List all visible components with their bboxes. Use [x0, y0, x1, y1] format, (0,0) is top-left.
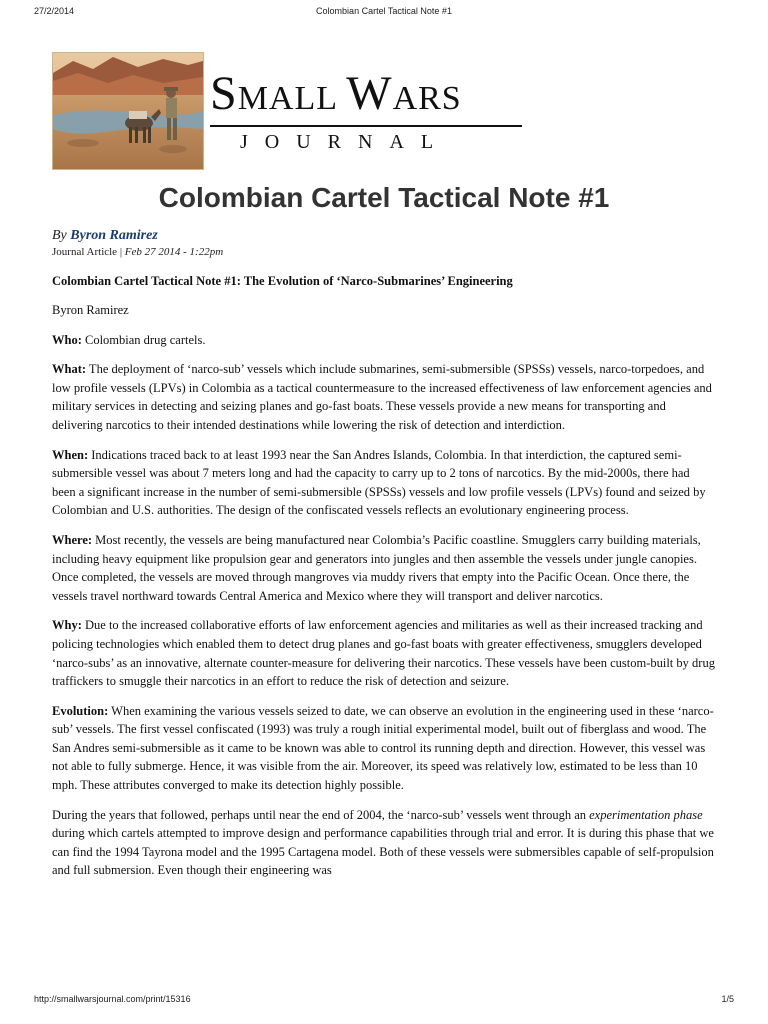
section-what: What: The deployment of ‘narco-sub’ vessels which include submarines, semi-submersible (SPSSs) vessels, narco-torpedoes, and low profile vessels (LPVs) in Colombia as a tactical countermeasure to the increased effectiveness of law enforcement agencies and military services in detecting and seizing planes and go-fast boats. These vessels provide a new means for transporting and delivering narcotics to their intended destinations while lowering the risk of detection and interdiction. [52, 362, 712, 432]
logo-rule [210, 125, 522, 127]
section-when: When: Indications traced back to at least 1993 near the San Andres Islands, Colombia. In that interdiction, the captured semi-submersible vessel was about 7 meters long and had the capacity to carry up to 2 tons of narcotics. By the mid-2000s, there had been a significant increase in the number of semi-submersible (SPSSs) vessels and low profile vessels (LPVs) found and seized by Colombian and U.S. authorities. The design of the confiscated vessels reflects an evolutionary engineering process. [52, 447, 706, 518]
section-who: Who: Colombian drug cartels. [52, 332, 206, 347]
author-link[interactable]: Byron Ramirez [70, 228, 158, 243]
byline: By Byron Ramirez [52, 228, 158, 243]
small-wars-journal-logo [210, 67, 530, 154]
article-subtitle: Colombian Cartel Tactical Note #1: The Evolution of ‘Narco-Submarines’ Engineering [52, 274, 513, 288]
desert-soldier-donkey-image [53, 53, 203, 169]
section-why: Why: Due to the increased collaborative efforts of law enforcement agencies and militaries as well as their increased tracking and policing technologies which enabled them to detect drug planes and go-fast boats with greater effectiveness, smugglers developed ‘narco-subs’ as an innovative, alternate counter-measure for delivering their narcotics. These vessels have been custom-built by drug traffickers to smuggle their narcotics in an effort to reduce the risk of detection and seizure. [52, 618, 715, 689]
logo-journal-text: JOURNAL [240, 131, 451, 153]
article-type: Journal Article [52, 246, 118, 258]
print-date: 27/2/2014 [34, 6, 75, 16]
print-header [34, 6, 734, 20]
logo-wordmark: SMALL WARS [210, 67, 462, 120]
article-body [52, 228, 716, 891]
article-date: Feb 27 2014 - 1:22pm [124, 246, 224, 258]
print-footer [34, 994, 734, 1008]
paragraph-experimentation: During the years that followed, perhaps until near the end of 2004, the ‘narco-sub’ vessels went through an experimentation phase during which cartels attempted to improve design and performance capabilities through trial and error. It is during this phase that we can find the 1994 Tayrona model and the 1995 Cartagena model. Both of these vessels were submersibles capable of self-propulsion and full submersion. Even though their engineering was [52, 807, 714, 878]
masthead [52, 52, 532, 170]
print-page-title: Colombian Cartel Tactical Note #1 [316, 6, 452, 16]
masthead-photo [52, 52, 204, 170]
author-line: Byron Ramirez [52, 303, 129, 317]
article-title: Colombian Cartel Tactical Note #1 [158, 182, 610, 213]
print-url: http://smallwarsjournal.com/print/15316 [34, 994, 191, 1004]
page-number: 1/5 [721, 994, 734, 1004]
article-meta: Journal Article | Feb 27 2014 - 1:22pm [52, 246, 224, 258]
section-evolution: Evolution: When examining the various vessels seized to date, we can observe an evolution in the engineering used in these ‘narco-sub’ vessels. The first vessel confiscated (1993) was truly a rough initial experimental model, built out of fiberglass and wood. The San Andres semi-submersible as it came to be known was able to control its running depth and direction. However, this vessel was not able to fully submerge. Hence, it was visible from the air. Moreover, its speed was relatively low, estimated to be less than 10 mph. These attributes converged to make its detection highly possible. [52, 703, 714, 793]
section-where: Where: Most recently, the vessels are being manufactured near Colombia’s Pacific coastline. Smugglers carry building materials, including heavy equipment like propulsion gear and generators into jungles and then assemble the vessels under jungle canopies. Once completed, the vessels are moved through mangroves via muddy rivers that empty into the Pacific Ocean. Once there, the vessels travel northward towards Central America and Mexico where they will transport and deliver narcotics. [52, 532, 701, 603]
